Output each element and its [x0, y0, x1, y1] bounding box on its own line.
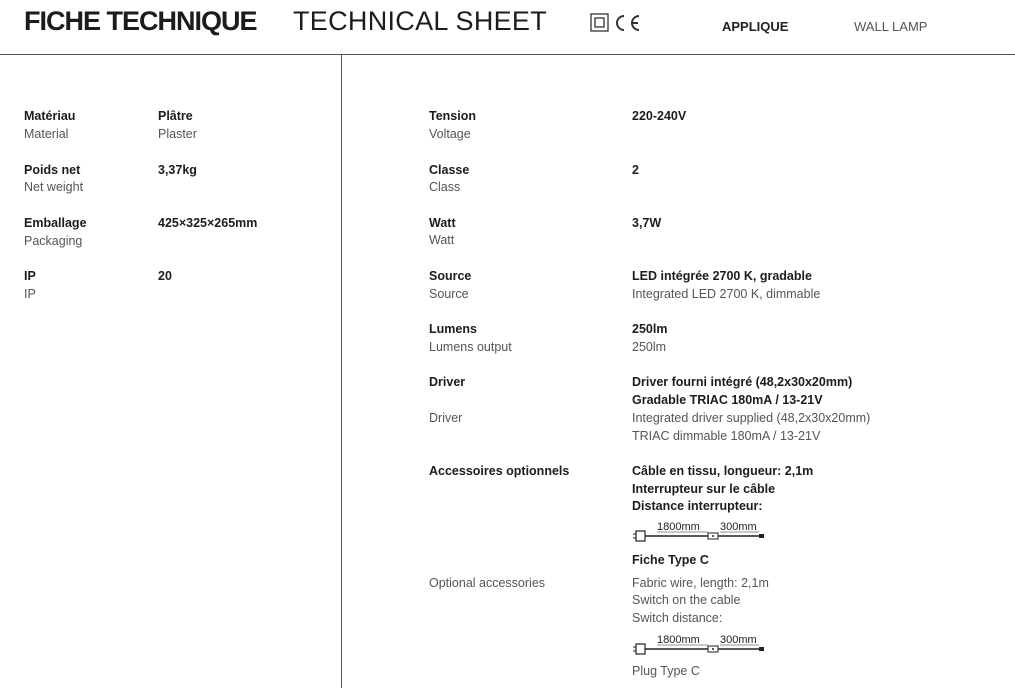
accessories-fr-line-1: Câble en tissu, longueur: 2,1m: [632, 464, 814, 478]
class-label-en: Class: [429, 180, 461, 194]
switch-icon: [708, 533, 718, 539]
class-value: 2: [632, 163, 639, 177]
weight-label-en: Net weight: [24, 180, 84, 194]
source-value-en: Integrated LED 2700 K, dimmable: [632, 287, 821, 301]
watt-label-en: Watt: [429, 233, 455, 247]
category-fr: APPLIQUE: [722, 19, 789, 34]
accessories-fr-line-3: Distance interrupteur:: [632, 499, 763, 513]
plug-icon: [633, 531, 645, 541]
ip-label-en: IP: [24, 287, 36, 301]
accessories-en-line-2: Switch on the cable: [632, 593, 741, 607]
title-en: TECHNICAL SHEET: [293, 6, 548, 36]
source-value-fr: LED intégrée 2700 K, gradable: [632, 269, 812, 283]
header: [0, 0, 1015, 55]
ip-label-fr: IP: [24, 269, 36, 283]
material-label-fr: Matériau: [24, 109, 76, 123]
lumens-value-fr: 250lm: [632, 322, 668, 336]
accessories-label-fr: Accessoires optionnels: [429, 464, 570, 478]
column-divider: [341, 54, 342, 688]
lumens-label-fr: Lumens: [429, 322, 477, 336]
driver-label-en: Driver: [429, 411, 463, 425]
ip-value: 20: [158, 269, 172, 283]
plug-type-en: Plug Type C: [632, 664, 700, 678]
accessories-label-en: Optional accessories: [429, 576, 546, 590]
lumens-label-en: Lumens output: [429, 340, 512, 354]
lumens-value-en: 250lm: [632, 340, 667, 354]
packaging-value: 425×325×265mm: [158, 216, 258, 230]
watt-value: 3,7W: [632, 216, 662, 230]
driver-value-en-line-2: TRIAC dimmable 180mA / 13-21V: [632, 429, 821, 443]
switch-icon: [708, 646, 718, 652]
source-label-en: Source: [429, 287, 469, 301]
driver-value-fr-line-1: Driver fourni intégré (48,2x30x20mm): [632, 375, 853, 389]
category-en: WALL LAMP: [854, 19, 928, 34]
voltage-label-en: Voltage: [429, 127, 471, 141]
source-label-fr: Source: [429, 269, 472, 283]
title-fr: FICHE TECHNIQUE: [24, 6, 257, 36]
cable-switch-diagram-en: [632, 632, 772, 656]
voltage-label-fr: Tension: [429, 109, 476, 123]
weight-value: 3,37kg: [158, 163, 197, 177]
material-label-en: Material: [24, 127, 69, 141]
weight-label-fr: Poids net: [24, 163, 81, 177]
segment-2-length: 300mm: [720, 521, 757, 533]
packaging-label-en: Packaging: [24, 234, 83, 248]
watt-label-fr: Watt: [429, 216, 456, 230]
driver-value-fr-line-2: Gradable TRIAC 180mA / 13-21V: [632, 393, 823, 407]
driver-label-fr: Driver: [429, 375, 466, 389]
certification-marks: [590, 12, 646, 34]
double-insulation-class-2-icon: [591, 14, 608, 31]
accessories-fr-line-2: Interrupteur sur le câble: [632, 482, 776, 496]
ce-mark-icon: [617, 16, 639, 30]
accessories-en-line-1: Fabric wire, length: 2,1m: [632, 576, 769, 590]
packaging-label-fr: Emballage: [24, 216, 87, 230]
plug-icon: [633, 644, 645, 654]
segment-1-length-en: 1800mm: [657, 634, 700, 646]
accessories-en-line-3: Switch distance:: [632, 611, 723, 625]
driver-value-en-line-1: Integrated driver supplied (48,2x30x20mm): [632, 411, 871, 425]
segment-1-length: 1800mm: [657, 521, 700, 533]
material-value-fr: Plâtre: [158, 109, 193, 123]
voltage-value: 220-240V: [632, 109, 687, 123]
segment-2-length-en: 300mm: [720, 634, 757, 646]
class-label-fr: Classe: [429, 163, 470, 177]
cable-end-icon: [759, 647, 764, 651]
plug-type-fr: Fiche Type C: [632, 553, 709, 567]
cable-end-icon: [759, 534, 764, 538]
material-value-en: Plaster: [158, 127, 197, 141]
cable-switch-diagram: [632, 519, 772, 543]
